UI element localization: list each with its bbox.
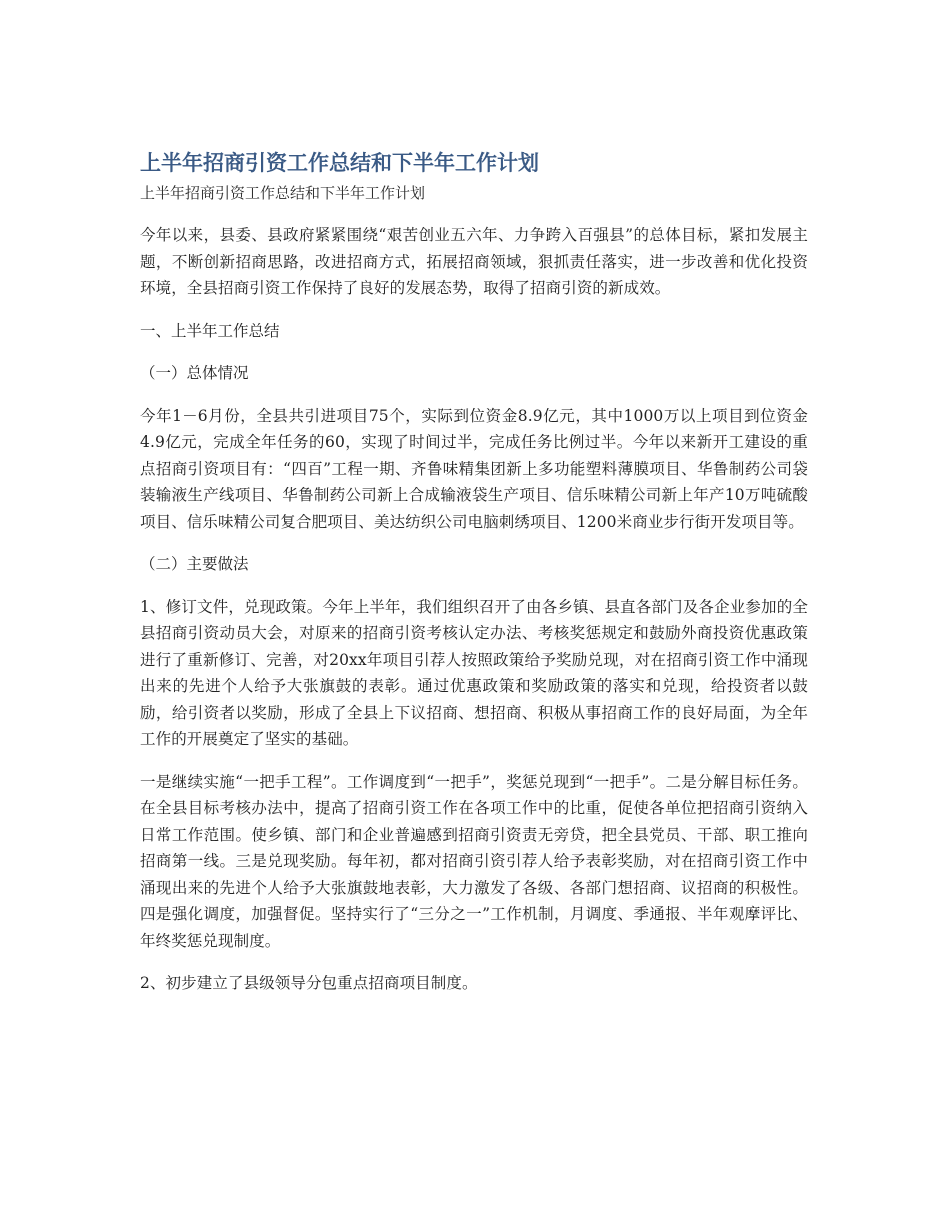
subsection-heading-main-practices: （二）主要做法 <box>140 555 249 573</box>
document-title: 上半年招商引资工作总结和下半年工作计划 <box>140 151 539 175</box>
document-page <box>140 148 808 997</box>
document-subtitle: 上半年招商引资工作总结和下半年工作计划 <box>140 184 426 202</box>
practice-item-1-detail-paragraph: 一是继续实施“一把手工程”。工作调度到“一把手”，奖惩兑现到“一把手”。二是分解目标任务。在全县目标考核办法中，提高了招商引资工作在各项工作中的比重，促使各单位把招商引资纳入日常工作范围。使乡镇、部门和企业普遍感到招商引资责无旁贷，把全县党员、干部、职工推向招商第一线。三是兑现奖励。每年初，都对招商引资引荐人给予表彰奖励，对在招商引资工作中涌现出来的先进个人给予大张旗鼓地表彰，大力激发了各级、各部门想招商、议招商的积极性。四是强化调度，加强督促。坚持实行了“三分之一”工作机制，月调度、季通报、半年观摩评比、年终奖惩兑现制度。 <box>140 772 808 950</box>
practice-item-2-paragraph: 2、初步建立了县级领导分包重点招商项目制度。 <box>140 974 478 992</box>
overall-situation-paragraph: 今年1－6月份，全县共引进项目75个，实际到位资金8.9亿元，其中1000万以上项目到位资金4.9亿元，完成全年任务的60，实现了时间过半，完成任务比例过半。今年以来新开工建设的重点招商引资项目有：“四百”工程一期、齐鲁味精集团新上多功能塑料薄膜项目、华鲁制药公司袋装输液生产线项目、华鲁制药公司新上合成输液袋生产项目、信乐味精公司新上年产10万吨硫酸项目、信乐味精公司复合肥项目、美达纺织公司电脑刺绣项目、1200米商业步行街开发项目等。 <box>140 406 808 531</box>
subsection-heading-overall-situation: （一）总体情况 <box>140 364 249 382</box>
practice-item-1-paragraph: 1、修订文件，兑现政策。今年上半年，我们组织召开了由各乡镇、县直各部门及各企业参加的全县招商引资动员大会，对原来的招商引资考核认定办法、考核奖惩规定和鼓励外商投资优惠政策进行了重新修订、完善，对20xx年项目引荐人按照政策给予奖励兑现，对在招商引资工作中涌现出来的先进个人给予大张旗鼓的表彰。通过优惠政策和奖励政策的落实和兑现，给投资者以鼓励，给引资者以奖励，形成了全县上下议招商、想招商、积极从事招商工作的良好局面，为全年工作的开展奠定了坚实的基础。 <box>140 597 808 748</box>
intro-paragraph: 今年以来，县委、县政府紧紧围绕“艰苦创业五六年、力争跨入百强县”的总体目标，紧扣发展主题，不断创新招商思路，改进招商方式，拓展招商领域，狠抓责任落实，进一步改善和优化投资环境，全县招商引资工作保持了良好的发展态势，取得了招商引资的新成效。 <box>140 226 808 297</box>
section-heading-first-half-summary: 一、上半年工作总结 <box>140 321 280 340</box>
